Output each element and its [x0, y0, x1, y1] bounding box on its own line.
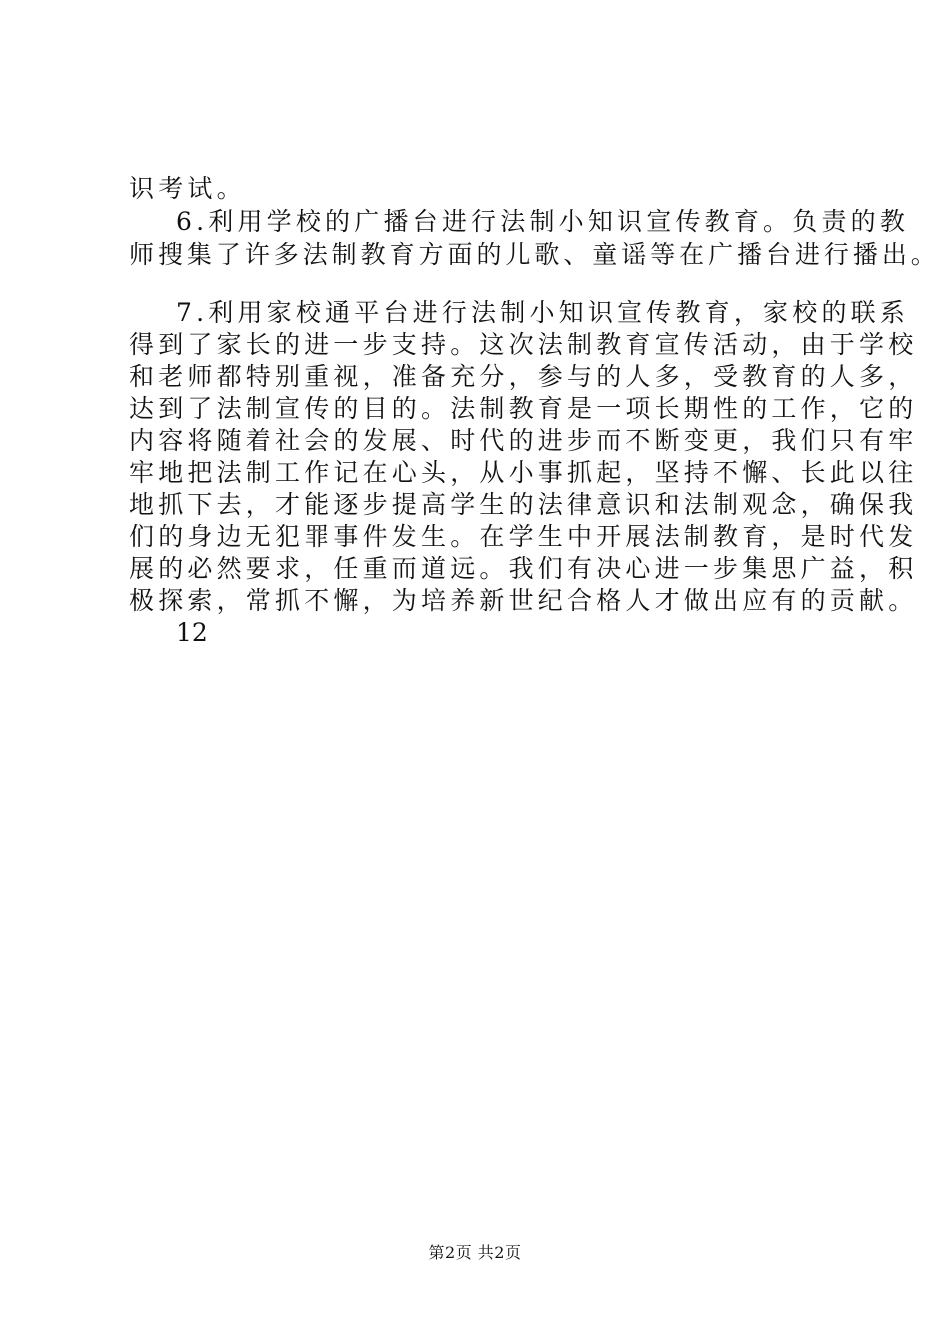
text-line-12: 展的必然要求，任重而道远。我们有决心进一步集思广益，积 [129, 554, 918, 583]
text-line-4: 7.利用家校通平台进行法制小知识宣传教育，家校的联系 [176, 298, 910, 327]
text-line-9: 牢地把法制工作记在心头，从小事抓起，坚持不懈、长此以往 [129, 458, 918, 487]
text-line-7: 达到了法制宣传的目的。法制教育是一项长期性的工作，它的 [129, 394, 918, 423]
text-line-5: 得到了家长的进一步支持。这次法制教育宣传活动，由于学校 [129, 330, 918, 359]
text-line-11: 们的身边无犯罪事件发生。在学生中开展法制教育，是时代发 [129, 522, 918, 551]
page-footer: 第2页 共2页 [428, 1243, 522, 1262]
text-line-3: 师搜集了许多法制教育方面的儿歌、童谣等在广播台进行播出。 [129, 240, 940, 269]
text-line-13: 极探索，常抓不懈，为培养新世纪合格人才做出应有的贡献。 [129, 586, 918, 615]
text-line-8: 内容将随着社会的发展、时代的进步而不断变更，我们只有牢 [129, 426, 918, 455]
text-line-6: 和老师都特别重视，准备充分，参与的人多，受教育的人多， [129, 362, 918, 391]
text-line-2: 6.利用学校的广播台进行法制小知识宣传教育。负责的教 [176, 207, 910, 236]
text-line-14: 12 [176, 618, 208, 647]
text-line-10: 地抓下去，才能逐步提高学生的法律意识和法制观念，确保我 [129, 490, 918, 519]
text-line-1: 识考试。 [129, 174, 246, 203]
